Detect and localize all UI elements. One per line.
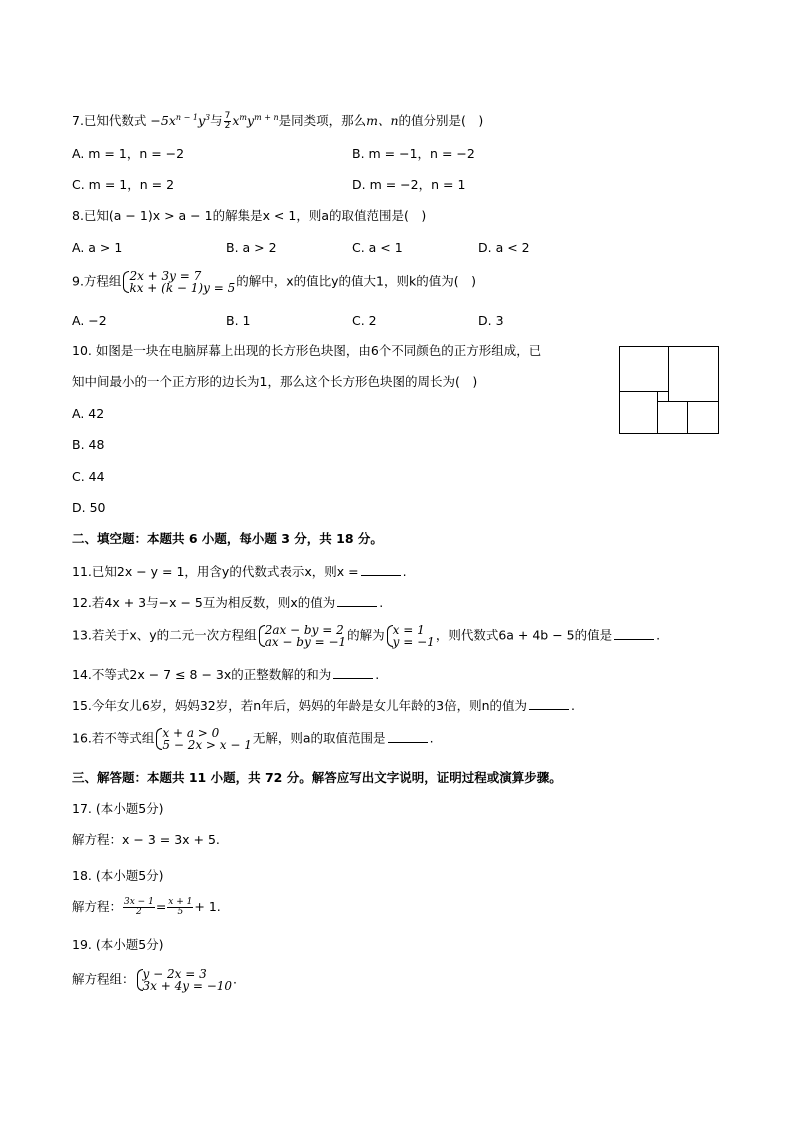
- q18-den2: 5: [177, 907, 184, 917]
- q14-answer-blank[interactable]: [333, 666, 373, 679]
- q9-text-a: 9.方程组: [72, 273, 122, 289]
- q7-vars: m、n: [366, 113, 399, 129]
- section-3-heading: 三、解答题：本题共 11 小题，共 72 分。解答应写出文字说明，证明过程或演算步骤。: [72, 770, 562, 785]
- q18-eq-sign: =: [155, 899, 167, 914]
- q16-answer-blank[interactable]: [388, 730, 428, 743]
- q18-den1: 2: [136, 907, 142, 917]
- q9-system: [122, 270, 235, 294]
- rectangle-squares-figure: [619, 346, 719, 434]
- q18-heading: 18. (本小题5分): [72, 868, 164, 883]
- q10-line2: 知中间最小的一个正方形的边长为1，那么这个长方形色块图的周长为( ): [72, 374, 478, 389]
- q9-option-d[interactable]: D. 3: [478, 313, 504, 328]
- q19-system: [136, 968, 233, 992]
- q9-stem: [72, 270, 476, 294]
- q18-num1: 3x − 1: [124, 897, 154, 907]
- q7-option-b[interactable]: B. m = −1，n = −2: [352, 146, 475, 161]
- q12-answer-blank[interactable]: [337, 594, 377, 607]
- q19-end: .: [233, 971, 238, 987]
- q18-frac-2: [167, 898, 193, 917]
- q9-text-b: 的解中，x的值比y的值大1，则k的值为( ): [236, 273, 476, 289]
- q8-option-b[interactable]: B. a > 2: [226, 240, 277, 255]
- q7-expr1: $-5x^{n - 1}y^3$: [150, 113, 211, 129]
- q11-end: .: [402, 564, 407, 579]
- q9-eq1: 2x + 3y = 7: [129, 269, 202, 283]
- q9-option-c[interactable]: C. 2: [352, 313, 377, 328]
- q10-line1: 10. 如图是一块在电脑屏幕上出现的长方形色块图，由6个不同颜色的正方形组成，已: [72, 343, 542, 358]
- q15-end: .: [571, 698, 576, 713]
- q9-option-a[interactable]: A. −2: [72, 313, 107, 328]
- q10-option-c[interactable]: C. 44: [72, 469, 105, 484]
- q19-eq2: 3x + 4y = −10: [142, 979, 233, 993]
- q16: [72, 727, 434, 751]
- q14-end: .: [375, 667, 380, 682]
- q14: [72, 666, 379, 683]
- q13-answer-blank[interactable]: [614, 627, 654, 640]
- q15: [72, 697, 575, 714]
- q13-sol2: y = −1: [392, 635, 435, 649]
- q8-option-d[interactable]: D. a < 2: [478, 240, 530, 255]
- q11: [72, 563, 407, 580]
- q18-end: + 1.: [194, 899, 221, 914]
- q7-text-a: 7.已知代数式: [72, 113, 147, 129]
- q8-stem: 8.已知(a − 1)x > a − 1的解集是x < 1，则a的取值范围是( ): [72, 208, 427, 223]
- q16-system: [155, 727, 252, 751]
- q15-answer-blank[interactable]: [529, 697, 569, 710]
- q13-system: [258, 624, 346, 648]
- q19-body: [72, 968, 237, 992]
- q7-stem: [72, 110, 483, 131]
- q7-option-c[interactable]: C. m = 1，n = 2: [72, 177, 175, 192]
- q7-option-d[interactable]: D. m = −2，n = 1: [352, 177, 466, 192]
- q18-frac-1: [123, 898, 155, 917]
- q19-text: 解方程组：: [72, 971, 135, 987]
- q8-option-a[interactable]: A. a > 1: [72, 240, 123, 255]
- q16-eq2: 5 − 2x > x − 1: [162, 738, 252, 752]
- q7-text-c: 是同类项，那么: [278, 113, 367, 129]
- q12-end: .: [379, 595, 384, 610]
- q19-heading: 19. (本小题5分): [72, 937, 164, 952]
- q17-heading: 17. (本小题5分): [72, 801, 164, 816]
- q16-end: .: [429, 730, 434, 746]
- q18-text: 解方程：: [72, 899, 123, 914]
- q9-eq2: kx + (k − 1)y = 5: [129, 281, 236, 295]
- q17-body: 解方程：x − 3 = 3x + 5.: [72, 832, 220, 847]
- q13-end: .: [656, 627, 661, 643]
- q16-text-a: 16.若不等式组: [72, 730, 155, 746]
- q14-text: 14.不等式2x − 7 ≤ 8 − 3x的正整数解的和为: [72, 667, 332, 682]
- q18-body: [72, 898, 221, 917]
- q10-option-a[interactable]: A. 42: [72, 406, 105, 421]
- q11-text: 11.已知2x − y = 1，用含y的代数式表示x，则x =: [72, 564, 359, 579]
- q7-option-a[interactable]: A. m = 1，n = −2: [72, 146, 185, 161]
- q13-text-a: 13.若关于x、y的二元一次方程组: [72, 627, 257, 643]
- q13-text-c: ，则代数式6a + 4b − 5的值是: [435, 627, 613, 643]
- q13-eq1: 2ax − by = 2: [264, 623, 344, 637]
- q16-eq1: x + a > 0: [162, 726, 220, 740]
- section-2-heading: 二、填空题：本题共 6 小题，每小题 3 分，共 18 分。: [72, 531, 383, 546]
- q12-text: 12.若4x + 3与−x − 5互为相反数，则x的值为: [72, 595, 336, 610]
- q19-eq1: y − 2x = 3: [142, 967, 207, 981]
- q9-option-b[interactable]: B. 1: [226, 313, 251, 328]
- q7-expr2: $x^my^{m + n}$: [232, 113, 279, 129]
- q15-text: 15.今年女儿6岁，妈妈32岁，若n年后，妈妈的年龄是女儿年龄的3倍，则n的值为: [72, 698, 528, 713]
- q18-num2: x + 1: [168, 897, 193, 907]
- q16-text-b: 无解，则a的取值范围是: [252, 730, 386, 746]
- q13: [72, 624, 660, 648]
- q8-option-c[interactable]: C. a < 1: [352, 240, 403, 255]
- q10-option-d[interactable]: D. 50: [72, 500, 106, 515]
- q13-solution: [386, 624, 435, 648]
- q7-text-d: 的值分别是( ): [398, 113, 484, 129]
- q13-eq2: ax − by = −1: [264, 635, 347, 649]
- q7-text-b: 与: [210, 113, 223, 129]
- q10-option-b[interactable]: B. 48: [72, 437, 105, 452]
- q11-answer-blank[interactable]: [361, 563, 401, 576]
- q13-text-b: 的解为: [347, 627, 385, 643]
- q12: [72, 594, 383, 611]
- q13-sol1: x = 1: [392, 623, 425, 637]
- q7-frac: $\frac{7}{2}$: [224, 111, 231, 132]
